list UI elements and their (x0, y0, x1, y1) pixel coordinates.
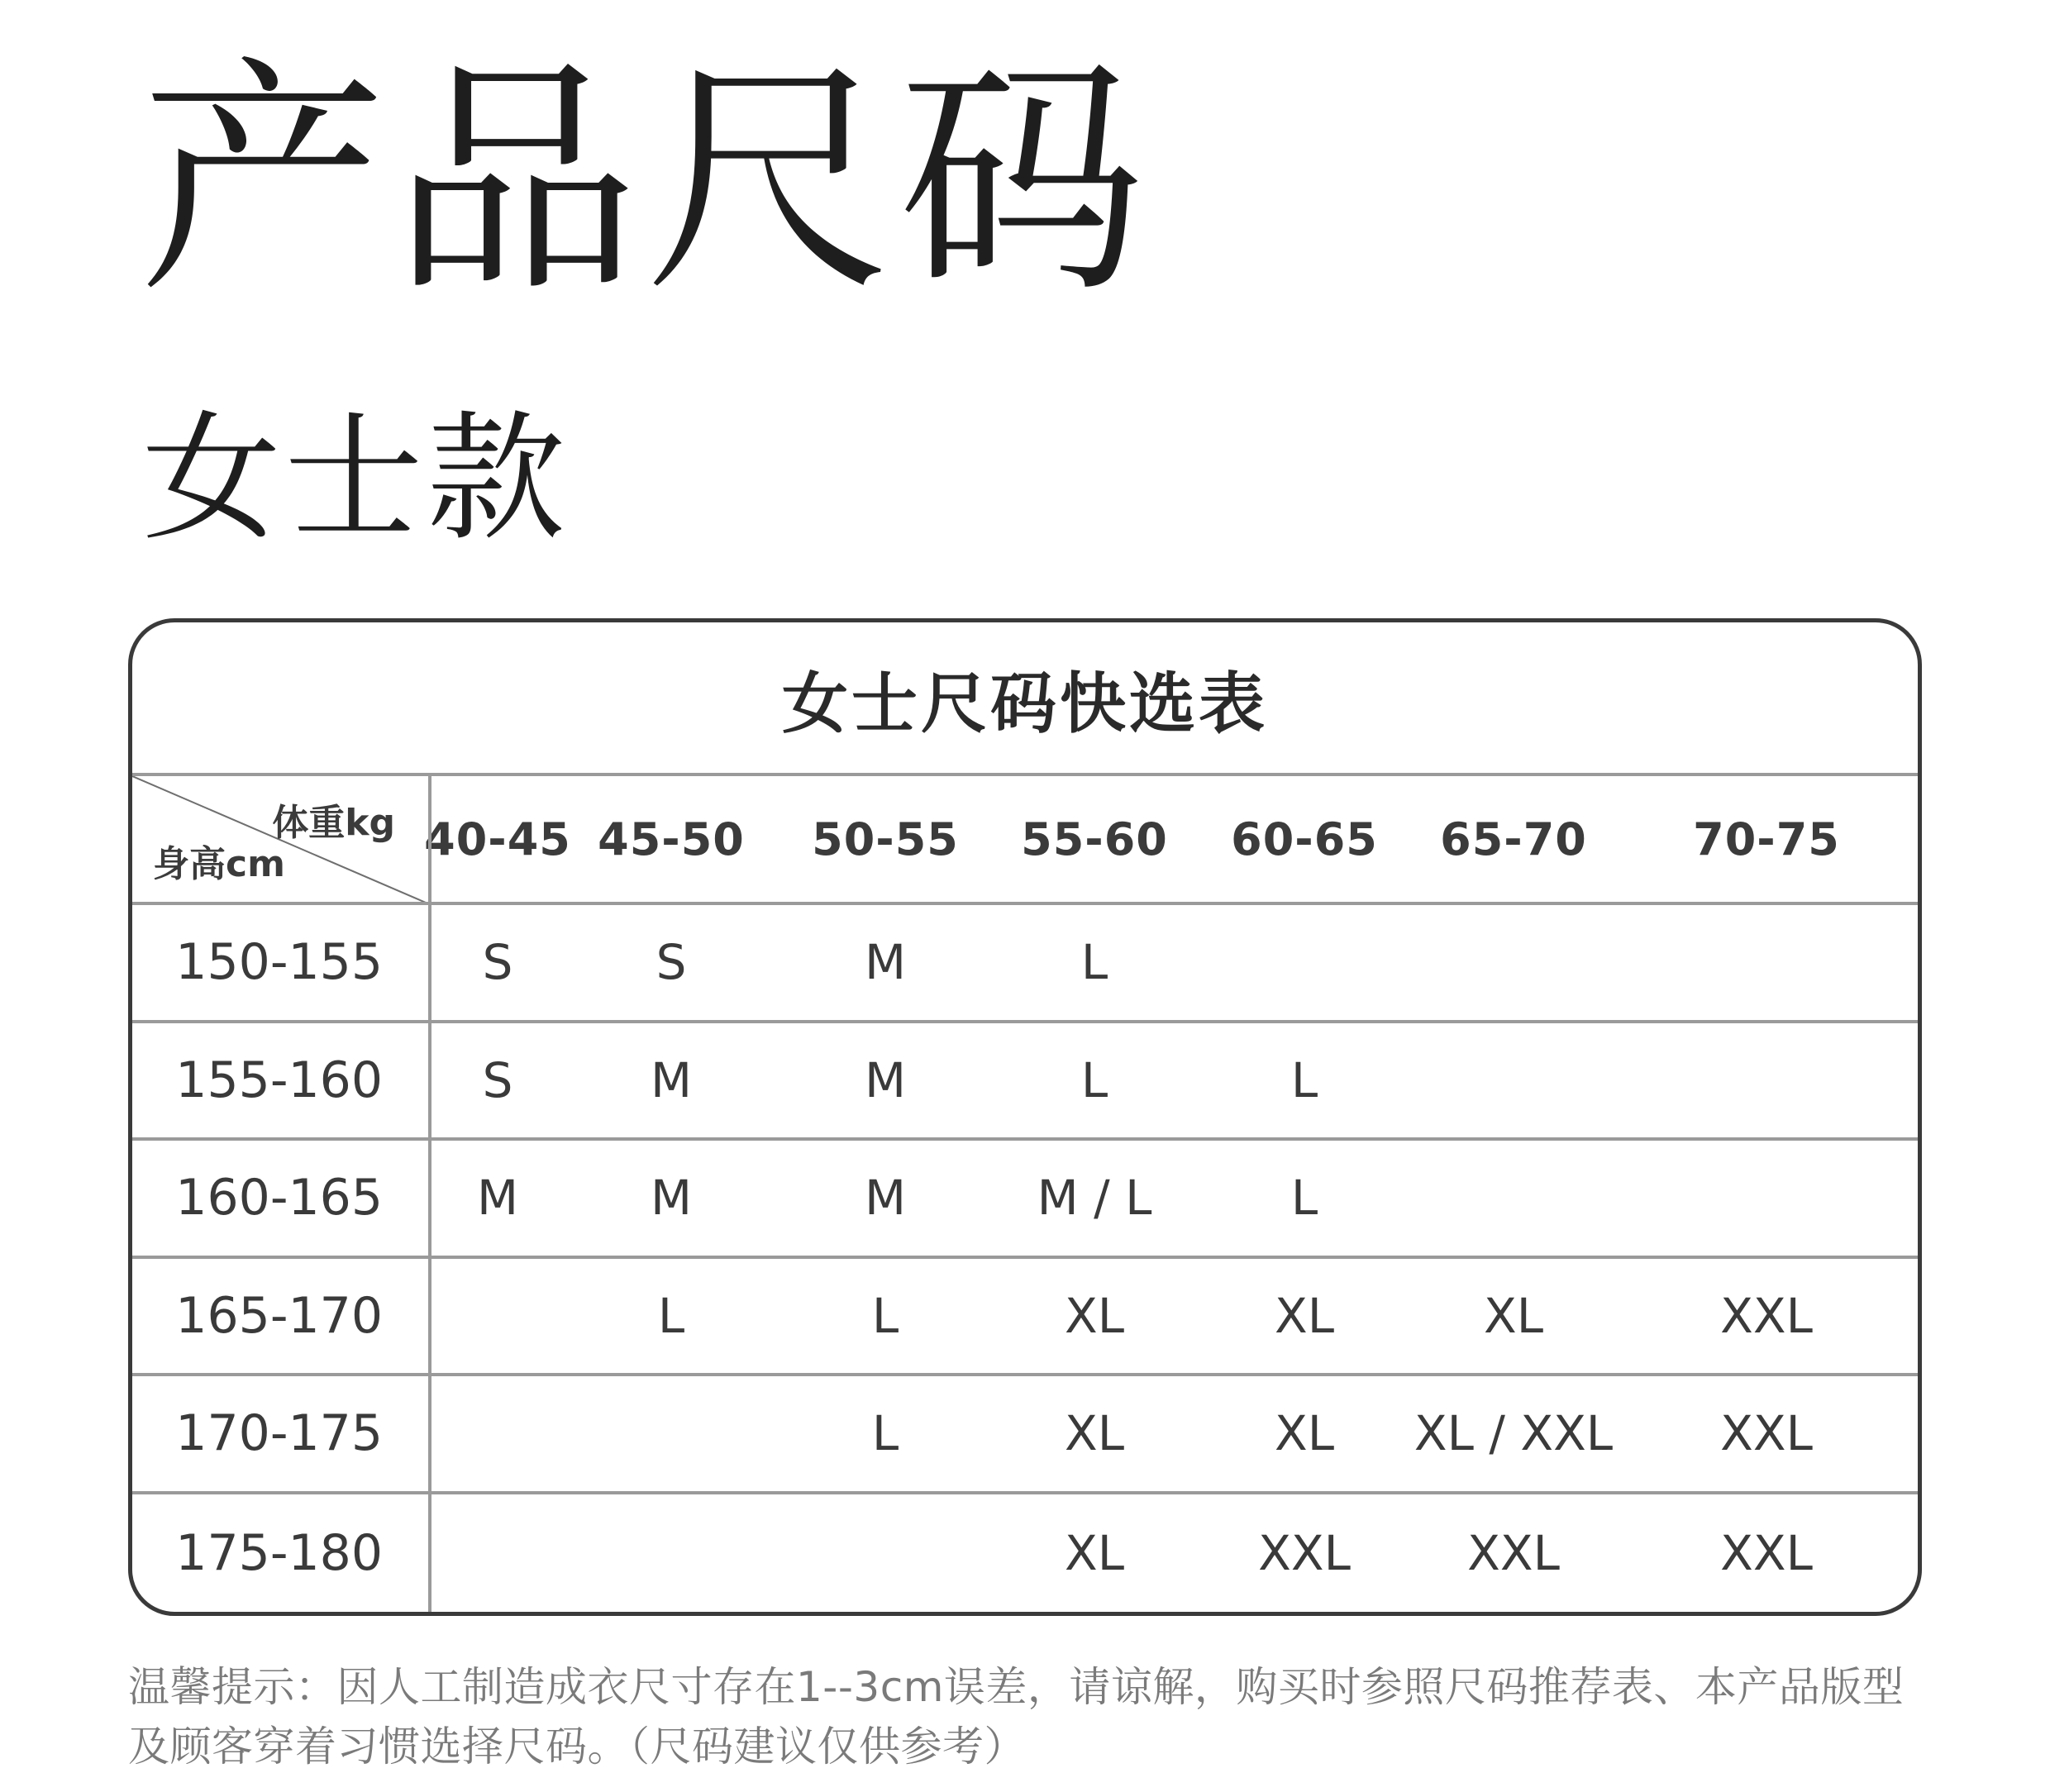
size-cell: M (564, 1023, 779, 1141)
size-cell: L (564, 1259, 779, 1377)
size-cell: L (992, 905, 1197, 1023)
size-cell: L (1197, 1023, 1412, 1141)
size-cell: XL (1197, 1376, 1412, 1494)
weight-column-header: 55-60 (992, 776, 1197, 905)
weight-column-header: 45-50 (564, 776, 779, 905)
size-cell: M (779, 905, 992, 1023)
size-cell: M (431, 1141, 564, 1259)
size-cell (431, 1259, 564, 1377)
size-chart-card (128, 618, 1922, 1616)
size-cell: XXL (1720, 1524, 1813, 1581)
size-cell: XL (1197, 1259, 1412, 1377)
size-cell: XXL (1258, 1524, 1351, 1581)
size-cell: XL / XXL (1412, 1376, 1615, 1494)
size-cell: S (431, 1023, 564, 1141)
size-cell: M / L (992, 1141, 1197, 1259)
size-cell (431, 1376, 564, 1494)
size-cell: M (779, 1023, 992, 1141)
weight-column-header: 65-70 (1412, 776, 1615, 905)
size-cell (1412, 1023, 1615, 1141)
size-cell: S (431, 905, 564, 1023)
height-row-label: 155-160 (132, 1023, 431, 1141)
size-cell: XL (1064, 1524, 1125, 1581)
size-cell (564, 1376, 779, 1494)
height-row-label: 150-155 (132, 905, 431, 1023)
size-cell (1615, 1023, 1918, 1141)
tips-note: 温馨提示：因人工制造成衣尺寸存在1--3cm误差，请谅解，购买时参照尺码推荐表、本产品版型及顾客穿着习惯选择尺码。（尺码建议仅供参考） (128, 1663, 1905, 1771)
weight-column-header: 70-75 (1615, 776, 1918, 905)
size-cell: XL (1412, 1259, 1615, 1377)
size-cell (1615, 905, 1918, 1023)
size-chart-title: 女士尺码快选表 (132, 622, 1918, 776)
size-cell: S (564, 905, 779, 1023)
height-row-label: 165-170 (132, 1259, 431, 1377)
weight-column-header: 40-45 (431, 776, 564, 905)
page-title: 产品尺码 (139, 37, 1151, 326)
size-cell: L (779, 1259, 992, 1377)
size-cell: XXL (1615, 1376, 1918, 1494)
size-cell: XL (992, 1376, 1197, 1494)
size-cell: M (779, 1141, 992, 1259)
size-cell: L (779, 1376, 992, 1494)
size-cell (431, 1494, 564, 1613)
size-cell: XL (992, 1259, 1197, 1377)
size-cell (1412, 905, 1615, 1023)
size-cell (564, 1494, 779, 1613)
size-chart-grid (132, 776, 1918, 1612)
size-cell: XXL (1615, 1259, 1918, 1377)
page-subtitle: 女士款 (142, 398, 569, 560)
size-cell (1615, 1141, 1918, 1259)
size-cell (1197, 905, 1412, 1023)
size-cell: L (1197, 1141, 1412, 1259)
height-row-label: 160-165 (132, 1141, 431, 1259)
size-cell: M (564, 1141, 779, 1259)
weight-axis-label: 体重kg (272, 802, 395, 844)
size-cell: XXL (1467, 1524, 1560, 1581)
height-axis-label: 身高cm (153, 843, 285, 885)
size-cell (779, 1494, 992, 1613)
height-row-label: 170-175 (132, 1376, 431, 1494)
size-cell (1412, 1141, 1615, 1259)
weight-column-header: 50-55 (779, 776, 992, 905)
size-cell: L (992, 1023, 1197, 1141)
weight-column-header: 60-65 (1197, 776, 1412, 905)
height-row-label: 175-180 (132, 1494, 431, 1613)
corner-header-cell (132, 776, 431, 905)
